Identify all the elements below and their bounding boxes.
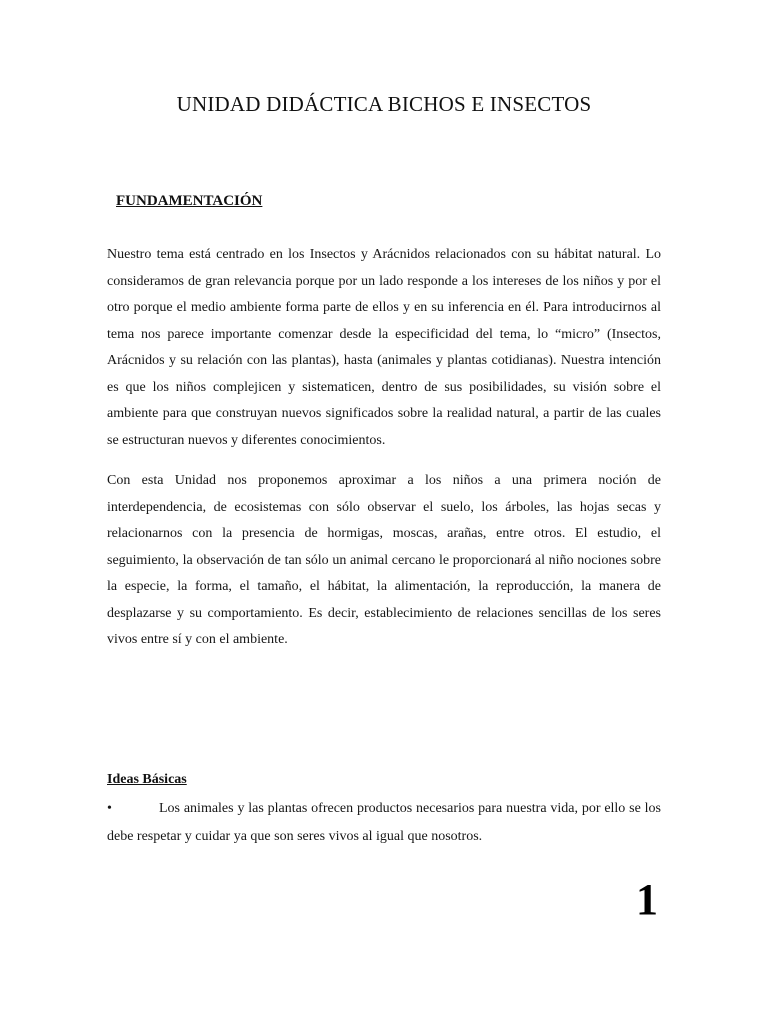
page-number: 1 xyxy=(636,875,658,924)
bullet-marker: • xyxy=(107,801,112,816)
document-title: UNIDAD DIDÁCTICA BICHOS E INSECTOS xyxy=(176,92,592,116)
bullet-list-item xyxy=(107,795,661,851)
paragraph-2: Con esta Unidad nos proponemos aproximar a los niños a una primera noción de interdependencia, de ecosistemas con sólo observar el suelo, los árboles, las hojas secas y relacionarnos con la presencia de hormigas, moscas, arañas, entre otros. El estudio, el seguimiento, la observación de tan sólo un animal cercano le proporcionará al niño nociones sobre la especie, la forma, el tamaño, el hábitat, la alimentación, la reproducción, la manera de desplazarse y su comportamiento. Es decir, establecimiento de relaciones sencillas de los seres vivos entre sí y con el ambiente. xyxy=(107,473,661,647)
section-heading-fundamentacion: FUNDAMENTACIÓN xyxy=(116,193,263,209)
ideas-basicas-heading: Ideas Básicas xyxy=(107,772,187,787)
bullet-text: Los animales y las plantas ofrecen productos necesarios para nuestra vida, por ello se los debe respetar y cuidar ya que son seres vivos al igual que nosotros. xyxy=(107,801,661,844)
paragraph-1: Nuestro tema está centrado en los Insectos y Arácnidos relacionados con su hábitat natural. Lo consideramos de gran relevancia porque por un lado responde a los intereses de los niños y por el otro porque el medio ambiente forma parte de ellos y en su inferencia en él. Para introducirnos al tema nos parece importante comenzar desde la especificidad del tema, lo “micro” (Insectos, Arácnidos y su relación con las plantas), hasta (animales y plantas cotidianas). Nuestra intención es que los niños complejicen y sistematicen, dentro de sus posibilidades, su visión sobre el ambiente para que construyan nuevos significados sobre la realidad natural, a partir de las cuales se estructuran nuevos y diferentes conocimientos. xyxy=(107,247,661,448)
